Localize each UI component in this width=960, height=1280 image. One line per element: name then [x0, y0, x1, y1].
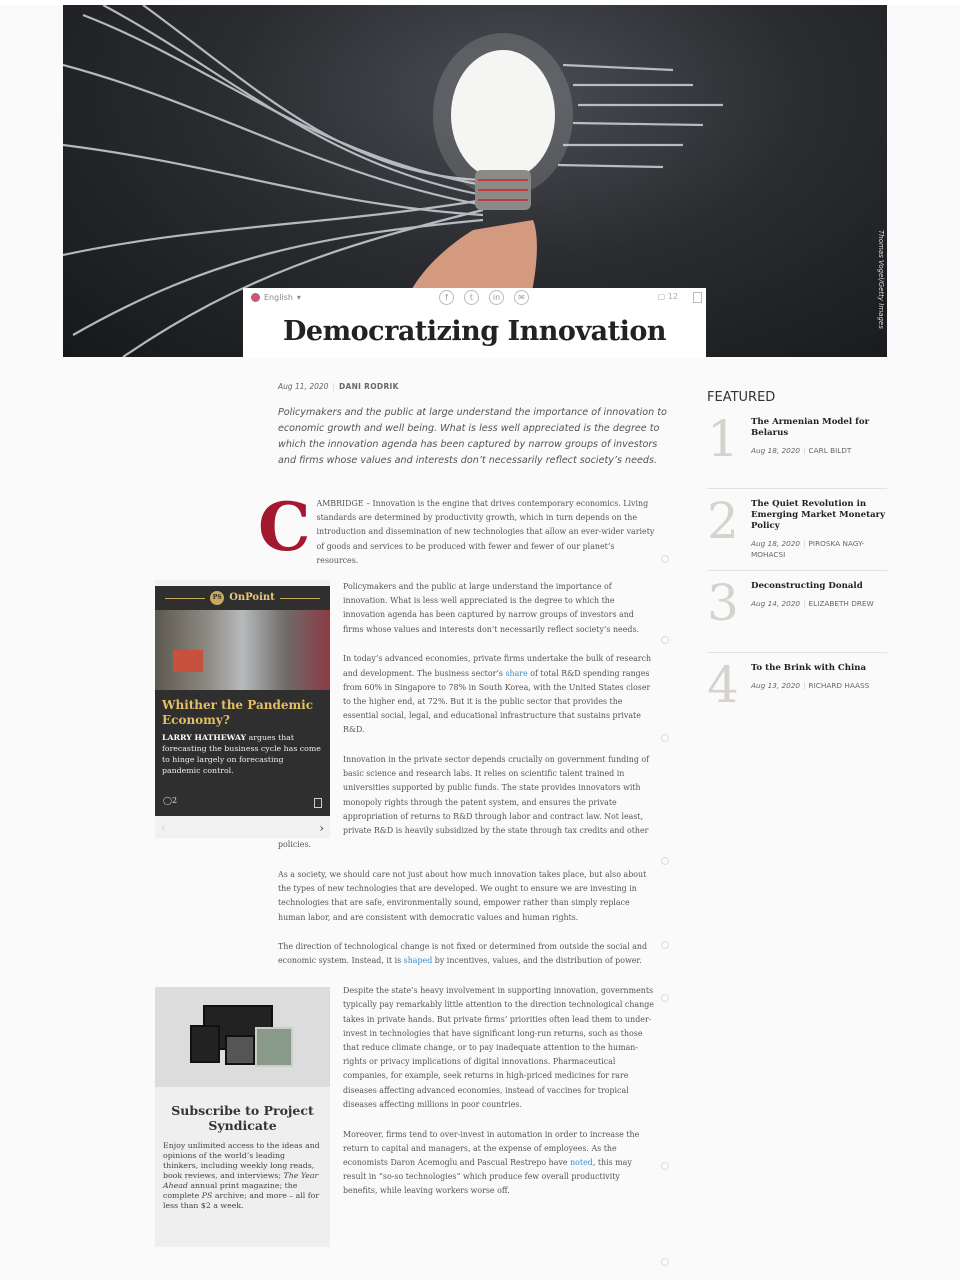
subscribe-text: Enjoy unlimited access to the ideas and opinions of the world’s leading thinkers, including weekly long reads, book reviews, and interviews;	[163, 1141, 320, 1181]
photo-credit: Thomas Vogel/Getty Images	[877, 230, 885, 329]
featured-title[interactable]: The Quiet Revolution in Emerging Market Monetary Policy	[751, 499, 886, 531]
onpoint-header	[155, 586, 330, 610]
featured-number: 3	[707, 574, 739, 632]
title-card	[243, 288, 706, 358]
comment-icon[interactable]	[661, 636, 669, 644]
bookmark-icon[interactable]	[693, 292, 702, 303]
paragraph: Despite the state’s heavy involvement in supporting innovation, governments typically pay remarkably little attention to the direction technological change takes in private hands. But private firms’ priorities often lead them to under-invest in technologies that have significant long-run returns, such as those that reduce climate change, or to pay inadequate attention to the human-rights or privacy implications of digital innovations. Pharmaceutical companies, for example, seek returns in high-priced medicines for rare diseases affecting advanced economies, instead of vaccines for tropical diseases affecting millions in poor countries.	[343, 986, 654, 1109]
globe-icon	[251, 293, 260, 302]
comment-icon: ◯	[163, 795, 172, 805]
carousel-nav	[155, 818, 330, 838]
paragraph-text: AMBRIDGE – Innovation is the engine that drives contemporary economics. Living standards are determined by productivity growth, which in turn depends on the introduction and dissemination of new technologies that allow an ever-wider variety of goods and services to be produced with fewer and fewer of our planet’s resources.	[316, 499, 655, 565]
featured-author[interactable]: CARL BILDT	[808, 446, 852, 455]
chevron-left-icon[interactable]: ‹	[161, 820, 166, 835]
shaped-link[interactable]: shaped	[403, 956, 433, 966]
featured-item[interactable]	[707, 492, 887, 571]
paragraph: Policymakers and the public at large understand the importance of innovation. What is less well appreciated is the degree to which the innovation agenda has been captured by narrow groups of investors and firms whose values and interests don’t necessarily reflect society’s needs.	[343, 582, 640, 634]
linkedin-icon[interactable]: in	[489, 290, 504, 305]
article-body	[155, 580, 655, 1247]
onpoint-desc-text: argues that forecasting the business cycle has come to hinge largely on forecasting pandemic control.	[162, 733, 321, 775]
featured-number: 2	[707, 492, 739, 550]
comment-icon[interactable]	[661, 734, 669, 742]
featured-meta: Aug 18, 2020 | PIROSKA NAGY-MOHACSI	[751, 539, 865, 559]
paragraph-text: Moreover, firms tend to over-invest in automation in order to increase the return to capital and managers, at the expense of employees. As the economists Daron Acemoglu and Pascual Restrepo have	[343, 1129, 640, 1167]
featured-number: 1	[707, 410, 739, 468]
featured-meta: Aug 18, 2020 | CARL BILDT	[751, 446, 852, 455]
featured-heading: FEATURED	[707, 390, 776, 405]
featured-author[interactable]: ELIZABETH DREW	[808, 599, 874, 608]
paragraph-text: The direction of technological change is not fixed or determined from outside the social and economic system. Instead, it is	[278, 942, 648, 966]
paragraph: Innovation in the private sector depends crucially on government funding of basic science and research labs. It relies on scientific talent trained in universities supported by public funds. The state provides innovators with monopoly rights through the patent system, and ensures the private appropriation of returns to R&D through labor and contract law. Not least, private R&D is heavily subsidized by the state through tax credits and other policies.	[278, 755, 650, 850]
twitter-icon[interactable]: t	[464, 290, 479, 305]
featured-date: Aug 18, 2020	[751, 446, 801, 455]
paragraph-text: of total R&D spending ranges from 60% in Singapore to 78% in South Korea, with the United States closer to the higher end, at 72%. But it is the public sector that provides the essential social, legal, and educational infrastructure that sustains private R&D.	[343, 668, 651, 735]
onpoint-title[interactable]: Whither the Pandemic Economy?	[162, 698, 314, 727]
comment-count: 12	[667, 292, 678, 301]
subscribe-title[interactable]: Subscribe to Project Syndicate	[171, 1103, 314, 1134]
share-link[interactable]: share	[505, 668, 528, 678]
onpoint-author: LARRY HATHEWAY	[162, 733, 247, 742]
article-title: Democratizing Innovation	[282, 316, 666, 347]
comment-icon[interactable]	[661, 1162, 669, 1170]
language-label: English	[264, 293, 293, 302]
featured-number: 4	[707, 656, 739, 714]
paragraph-text: In today’s advanced economies, private firms undertake the bulk of research and development. The business sector’s	[343, 654, 652, 678]
featured-meta: Aug 14, 2020 | ELIZABETH DREW	[751, 599, 874, 608]
featured-date: Aug 14, 2020	[751, 599, 801, 608]
share-buttons	[439, 290, 529, 305]
paragraph	[278, 1128, 655, 1199]
featured-sidebar	[707, 390, 887, 745]
onpoint-image	[155, 610, 330, 690]
comment-icon[interactable]	[661, 555, 669, 563]
chevron-down-icon: ▾	[296, 293, 301, 302]
onpoint-comment-count: 2	[171, 795, 178, 805]
paragraph-text: , this may result in “so-so technologies” which produce few overall productivity benefits, while leaving workers worse off.	[343, 1157, 632, 1196]
paragraph: As a society, we should care not just about how much innovation takes place, but also about the types of new technologies that are developed. We ought to ensure we are investing in technologies that are safe, environmentally sound, empower rather than simply replace human labor, and are consistent with democratic values and human rights.	[278, 869, 647, 922]
featured-date: Aug 18, 2020	[751, 539, 801, 548]
comment-icon[interactable]	[661, 941, 669, 949]
author-link[interactable]: DANI RODRIK	[338, 382, 399, 391]
byline: Aug 11, 2020 | DANI RODRIK	[278, 382, 399, 391]
onpoint-description	[155, 730, 330, 778]
comment-icon[interactable]	[661, 1258, 669, 1266]
featured-author[interactable]: PIROSKA NAGY-MOHACSI	[751, 539, 865, 559]
featured-title[interactable]: The Armenian Model for Belarus	[751, 417, 870, 438]
paragraph	[278, 652, 655, 737]
ps-logo: PS	[210, 591, 224, 605]
language-selector[interactable]	[251, 293, 301, 302]
onpoint-comments[interactable]	[163, 794, 177, 808]
subscribe-description	[155, 1141, 330, 1211]
featured-title[interactable]: Deconstructing Donald	[751, 581, 863, 591]
subscribe-text: annual print magazine; the complete	[163, 1181, 298, 1201]
drop-cap: C	[258, 488, 311, 566]
subscribe-promo[interactable]	[155, 987, 330, 1247]
devices-image	[155, 987, 330, 1087]
featured-item[interactable]	[707, 410, 887, 489]
email-icon[interactable]: ✉	[514, 290, 529, 305]
bookmark-icon[interactable]	[314, 798, 322, 808]
subscribe-text: The Year Ahead	[163, 1171, 319, 1191]
onpoint-card[interactable]	[155, 586, 330, 816]
noted-link[interactable]: noted	[570, 1157, 593, 1167]
featured-title[interactable]: To the Brink with China	[751, 663, 867, 673]
article-lead: Policymakers and the public at large understand the importance of innovation to economic growth and well being. What is less well appreciated is the degree to which the innovation agenda has been captured by narrow groups of investors and firms whose values and interests don’t necessarily reflect society’s needs.	[278, 407, 667, 466]
paragraph	[278, 940, 655, 968]
paragraph-text: by incentives, values, and the distribution of power.	[432, 956, 642, 966]
paragraph	[258, 488, 655, 568]
featured-meta: Aug 13, 2020 | RICHARD HAASS	[751, 681, 870, 690]
featured-date: Aug 13, 2020	[751, 681, 801, 690]
featured-item[interactable]	[707, 574, 887, 653]
comments-button[interactable]	[658, 292, 678, 301]
comment-icon[interactable]	[661, 857, 669, 865]
featured-item[interactable]	[707, 656, 887, 735]
facebook-icon[interactable]: f	[439, 290, 454, 305]
featured-author[interactable]: RICHARD HAASS	[808, 681, 870, 690]
article-date: Aug 11, 2020	[278, 382, 329, 391]
comment-icon[interactable]	[661, 994, 669, 1002]
chevron-right-icon[interactable]: ›	[319, 820, 324, 835]
comment-icon: ▢	[657, 292, 666, 301]
onpoint-brand: OnPoint	[229, 591, 275, 603]
subscribe-text: archive; and more – all for less than $2 a week.	[163, 1191, 320, 1211]
subscribe-text: PS	[201, 1191, 213, 1201]
onpoint-promo[interactable]	[155, 580, 330, 838]
